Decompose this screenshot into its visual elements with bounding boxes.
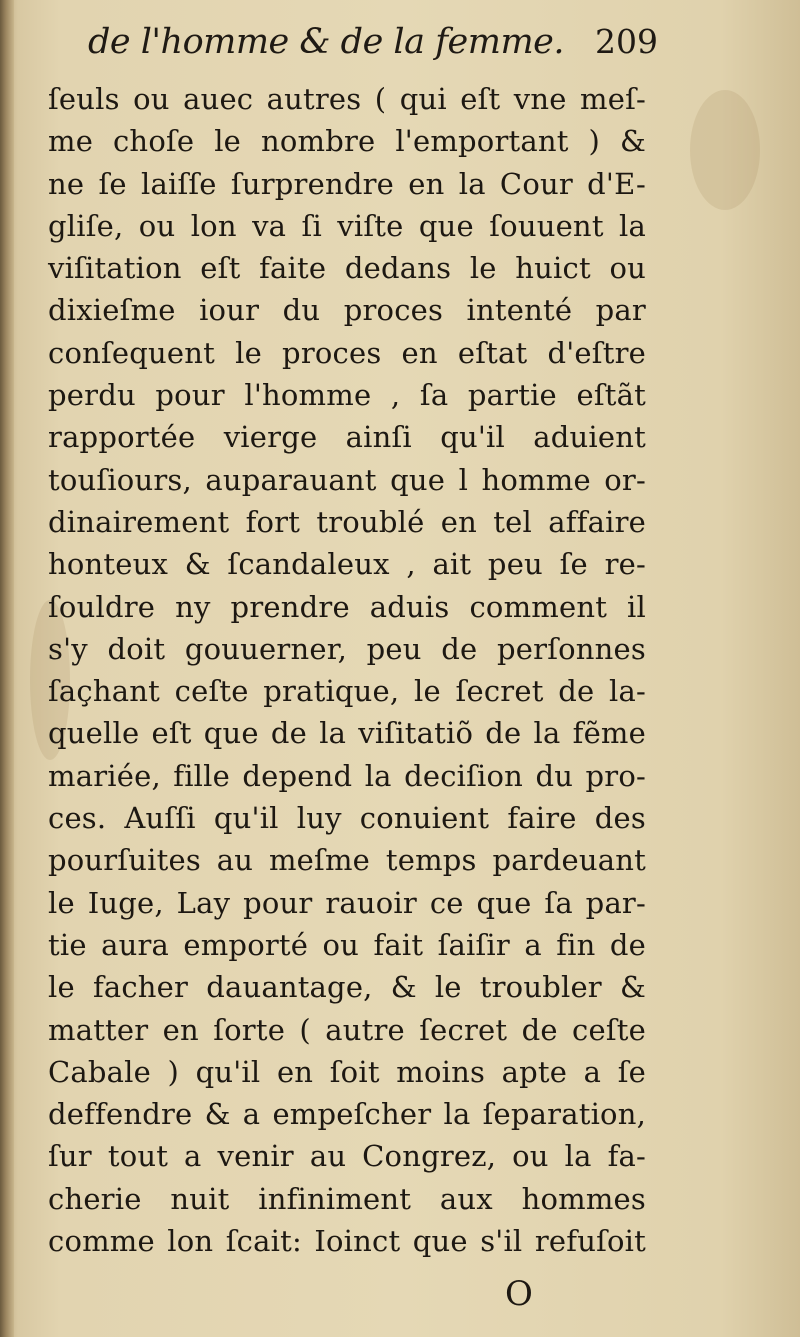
text-line: ſaçhant ceſte pratique, le ſecret de la- — [48, 674, 646, 709]
page-number: 209 — [595, 22, 658, 61]
text-line: dinairement fort troublé en tel affaire — [48, 504, 646, 539]
text-line: tie aura emporté ou fait ſaiſir a fin de — [48, 927, 646, 962]
text-line: honteux & ſcandaleux , ait peu ſe re- — [48, 547, 646, 582]
text-line: perdu pour l'homme , ſa partie eſtãt — [48, 378, 646, 413]
text-line: dixieſme iour du proces intenté par — [48, 293, 646, 328]
paper-stain — [690, 90, 760, 210]
text-line: ſur tout a venir au Congrez, ou la fa- — [48, 1139, 646, 1174]
text-line: Cabale ) qu'il en ſoit moins apte a ſe — [48, 1054, 646, 1089]
text-line: ſeuls ou auec autres ( qui eſt vne meſ- — [48, 82, 646, 116]
text-line: rapportée vierge ainſi qu'il aduient — [48, 420, 646, 455]
text-line: le facher dauantage, & le troubler & — [48, 970, 646, 1005]
text-line: touſiours, auparauant que l homme or- — [48, 462, 646, 497]
book-gutter — [0, 0, 14, 1337]
text-line: cherie nuit infiniment aux hommes — [48, 1181, 646, 1216]
text-line: comme lon ſcait: Ioinct que s'il refuſoit — [48, 1224, 646, 1259]
text-line: ne ſe laiſſe ſurprendre en la Cour d'E- — [48, 166, 646, 201]
running-title: de l'homme & de la femme. — [88, 22, 564, 62]
text-line: s'y doit gouuerner, peu de perſonnes — [48, 631, 646, 666]
text-line: quelle eſt que de la viſitatiõ de la fẽme — [48, 716, 646, 751]
text-line: ces. Auſſi qu'il luy conuient faire des — [48, 801, 646, 836]
text-line: me choſe le nombre l'emportant ) & — [48, 124, 646, 159]
text-line: conſequent le proces en eſtat d'eſtre — [48, 335, 646, 370]
catchword: O — [505, 1274, 533, 1314]
text-line: gliſe, ou lon va ſi viſte que ſouuent la — [48, 208, 646, 243]
text-line: deffendre & a empeſcher la ſeparation, — [48, 1097, 646, 1132]
text-line: pourſuites au meſme temps pardeuant — [48, 843, 646, 878]
page-header — [88, 22, 658, 70]
text-line: ſouldre ny prendre aduis comment il — [48, 589, 646, 624]
text-line: matter en ſorte ( autre ſecret de ceſte — [48, 1012, 646, 1047]
body-text — [48, 78, 646, 1262]
text-line: viſitation eſt faite dedans le huict ou — [48, 251, 646, 286]
text-line: mariée, fille depend la deciſion du pro- — [48, 758, 646, 793]
text-line: le Iuge, Lay pour rauoir ce que ſa par- — [48, 885, 646, 920]
